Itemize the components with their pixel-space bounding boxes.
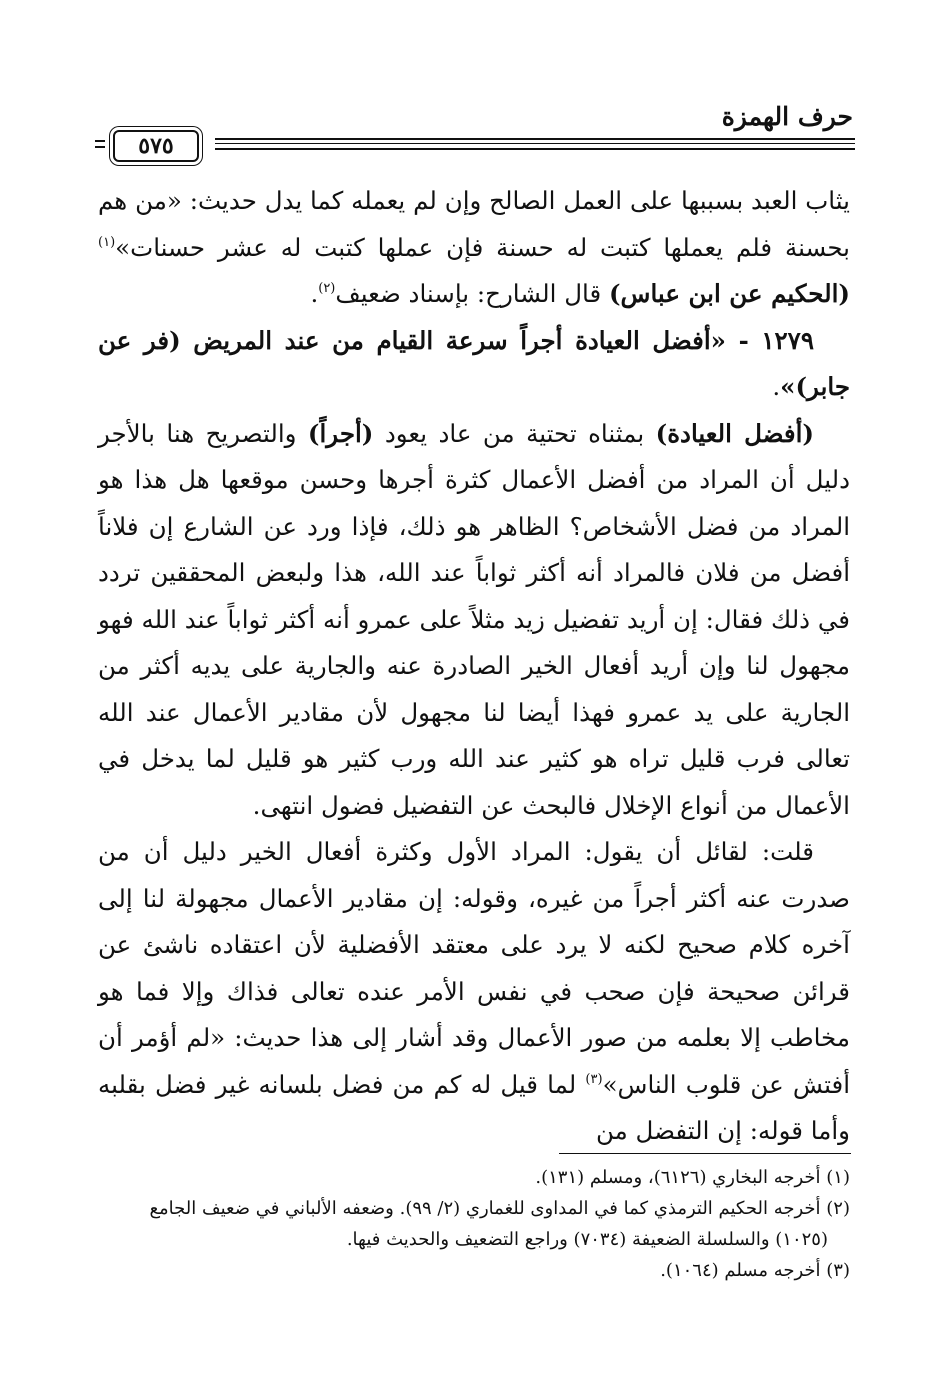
page-number: ٥٧٥ (113, 130, 199, 162)
bold-text: (الحكيم عن ابن عباس) (608, 279, 850, 308)
footnote: (٢) أخرجه الحكيم الترمذي كما في المداوى للغماري (٢/ ٩٩). وضعفه الألباني في ضعيف الجامع (149, 1198, 850, 1219)
header-end-mark (95, 138, 105, 150)
text-run: والتصريح هنا بالأجر دليل أن المراد من أفضل الأعمال كثرة أجرها وحسن موقعها هل هذا هو المراد من فضل الأشخاص؟ الظاهر هو ذلك، فإذا ورد عن الشارع إن فلاناً أفضل من فلان فالمراد أنه أكثر ثواباً عند الله، هذا ولبعض المحققين تردد في ذلك فقال: إن أريد تفضيل زيد مثلاً على عمرو أنه أكثر ثواباً عند الله فهو مجهول لنا وإن أريد أفعال الخير الصادرة عنه والجارية على يديه أكثر من الجارية على يد عمرو فهذا أيضا لنا مجهول لأن مقادير الأعمال عند الله تعالى فرب قليل تراه هو كثير عند الله ورب كثير هو قليل لما يدخل في الأعمال من أنواع الإخلال فالبحث عن التفضيل فضول انتهى. (98, 418, 850, 820)
bold-text: (أجراً) (307, 418, 374, 448)
text-run: . (310, 279, 319, 308)
text-run: قال الشارح: بإسناد ضعيف (335, 279, 609, 308)
text-run: . (772, 372, 781, 401)
chapter-title: حرف الهمزة (721, 102, 853, 131)
footnote-separator (559, 1153, 851, 1154)
header-rule (95, 134, 855, 158)
footnote-ref: (١) (98, 234, 116, 250)
text-run: بمثناه تحتية من عاد يعود (373, 418, 656, 448)
header-rule-line (215, 148, 855, 150)
footnote: (١٠٢٥) والسلسلة الضعيفة (٧٠٣٤) وراجع التضعيف والحديث فيها. (346, 1229, 828, 1250)
bold-text: (أفضل العيادة) (655, 418, 814, 448)
footnotes (98, 1162, 850, 1286)
text-run: لما قيل له كم من فضل بلسانه غير فضل بقلبه وأما قوله: إن التفضل من (98, 1069, 850, 1145)
footnote: (٣) أخرجه مسلم (١٠٦٤). (660, 1260, 850, 1281)
bold-text: ١٢٧٩ - «أفضل العيادة أجراً سرعة القيام من عند المريض (فر عن جابر)» (98, 325, 850, 401)
text-run: قلت: لقائل أن يقول: المراد الأول وكثرة أفعال الخير دليل أن من صدرت عنه أكثر أجراً من غيره، وقوله: إن مقادير الأعمال مجهولة لنا إلى آخره كلام صحيح لكنه لا يرد على معتقد الأفضلية لأن اعتقاده ناشئ عن قرائن صحيحة فإن صحب في نفس الأمر عنده تعالى فذاك وإلا فما هو مخاطب إلا بعلمه من صور الأعمال وقد أشار إلى هذا حديث: «لم أؤمر أن أفتش عن قلوب الناس» (98, 837, 851, 1099)
footnote-ref: (٣) (585, 1071, 603, 1087)
page-header (95, 98, 855, 168)
header-rule-line (215, 143, 855, 144)
footnote: (١) أخرجه البخاري (٦١٢٦)، ومسلم (١٣١). (535, 1167, 850, 1188)
paragraph (98, 411, 850, 830)
main-text (98, 178, 850, 1155)
text-run: يثاب العبد بسببها على العمل الصالح وإن لم يعمله كما يدل حديث: «من هم بحسنة فلم يعملها كتبت له حسنة فإن عملها كتبت له عشر حسنات» (98, 186, 850, 262)
paragraph (98, 178, 850, 318)
paragraph (98, 829, 850, 1155)
paragraph (98, 318, 850, 411)
header-rule-line (215, 138, 855, 140)
footnote-ref: (٢) (318, 281, 336, 296)
